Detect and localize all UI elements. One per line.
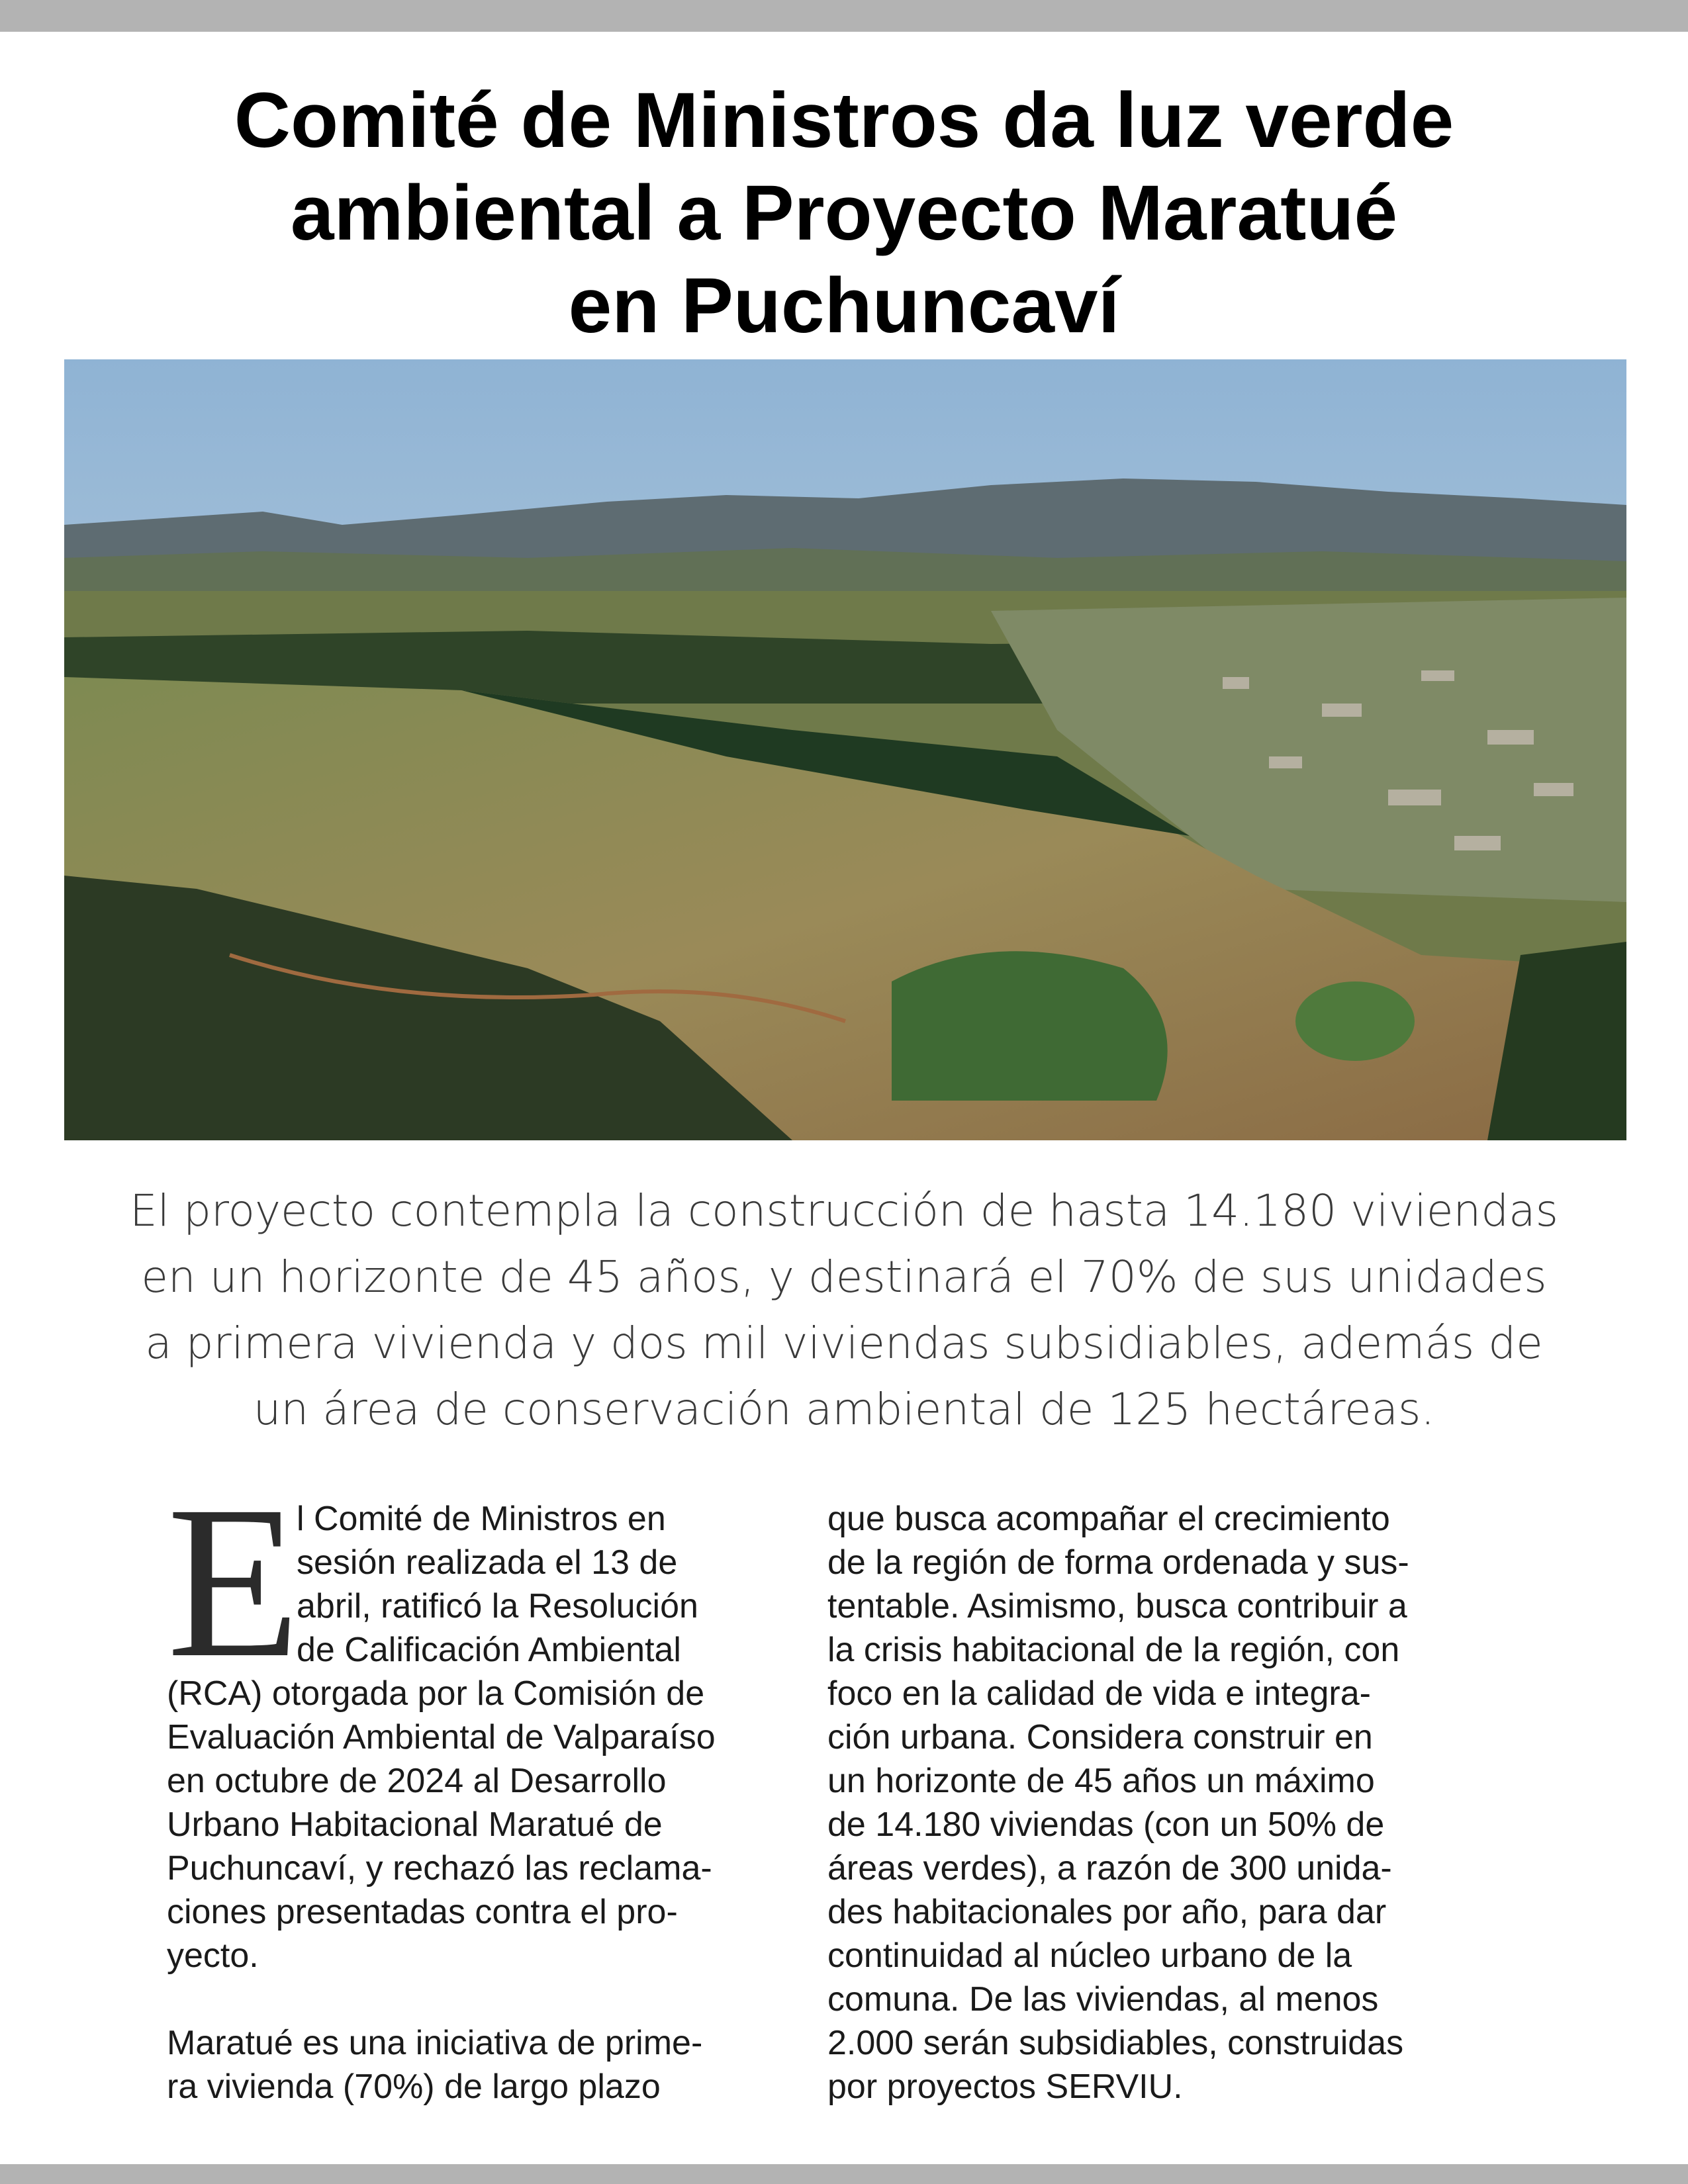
body-line: de Calificación Ambiental [297, 1631, 681, 1669]
body-line: un horizonte de 45 años un máximo [827, 1762, 1375, 1800]
body-line: Puchuncaví, y rechazó las reclama- [167, 1849, 712, 1888]
body-line: que busca acompañar el crecimiento [827, 1500, 1390, 1538]
headline-line: ambiental a Proyecto Maratué [290, 169, 1398, 257]
body-line: de 14.180 viviendas (con un 50% de [827, 1805, 1385, 1844]
bottom-border-bar [0, 2164, 1688, 2184]
body-line: áreas verdes), a razón de 300 unida- [827, 1849, 1392, 1888]
lede [119, 1178, 1569, 1443]
body-line: ción urbana. Considera construir en [827, 1718, 1373, 1756]
body-line: abril, ratificó la Resolución [297, 1587, 698, 1625]
body-line: tentable. Asimismo, busca contribuir a [827, 1587, 1407, 1625]
lede-line: a primera vivienda y dos mil viviendas subsidiables, además de [145, 1318, 1543, 1369]
body-line: Urbano Habitacional Maratué de [167, 1805, 663, 1844]
lede-line: en un horizonte de 45 años, y destinará el 70% de sus unidades [141, 1251, 1547, 1302]
body-line: (RCA) otorgada por la Comisión de [167, 1674, 705, 1713]
headline [79, 74, 1609, 352]
body-line: yecto. [167, 1936, 259, 1975]
body-line: en octubre de 2024 al Desarrollo [167, 1762, 667, 1800]
landscape-photo [64, 359, 1626, 1140]
body-line: Evaluación Ambiental de Valparaíso [167, 1718, 716, 1756]
body-line: sesión realizada el 13 de [297, 1543, 678, 1582]
body-line: Maratué es una iniciativa de prime- [167, 2024, 703, 2062]
body-line: foco en la calidad de vida e integra- [827, 1674, 1371, 1713]
body-line: ra vivienda (70%) de largo plazo [167, 2068, 661, 2106]
body-line: continuidad al núcleo urbano de la [827, 1936, 1352, 1975]
top-border-bar [0, 0, 1688, 32]
body-column-2 [827, 1497, 1496, 2109]
paragraph-gap [167, 1978, 802, 2021]
headline-line: en Puchuncaví [568, 262, 1120, 349]
headline-line: Comité de Ministros da luz verde [234, 77, 1454, 164]
body-line: des habitacionales por año, para dar [827, 1893, 1387, 1931]
body-line: ciones presentadas contra el pro- [167, 1893, 678, 1931]
body-column-1 [167, 1461, 802, 2109]
drop-cap: E [167, 1461, 301, 1703]
lede-line: El proyecto contempla la construcción de hasta 14.180 viviendas [130, 1185, 1558, 1236]
lede-line: un área de conservación ambiental de 125 hectáreas. [253, 1384, 1435, 1435]
body-line: comuna. De las viviendas, al menos [827, 1980, 1379, 2019]
body-line: 2.000 serán subsidiables, construidas [827, 2024, 1404, 2062]
body-line: de la región de forma ordenada y sus- [827, 1543, 1409, 1582]
body-line: la crisis habitacional de la región, con [827, 1631, 1400, 1669]
body-line: por proyectos SERVIU. [827, 2068, 1183, 2106]
body-line: l Comité de Ministros en [297, 1500, 666, 1538]
